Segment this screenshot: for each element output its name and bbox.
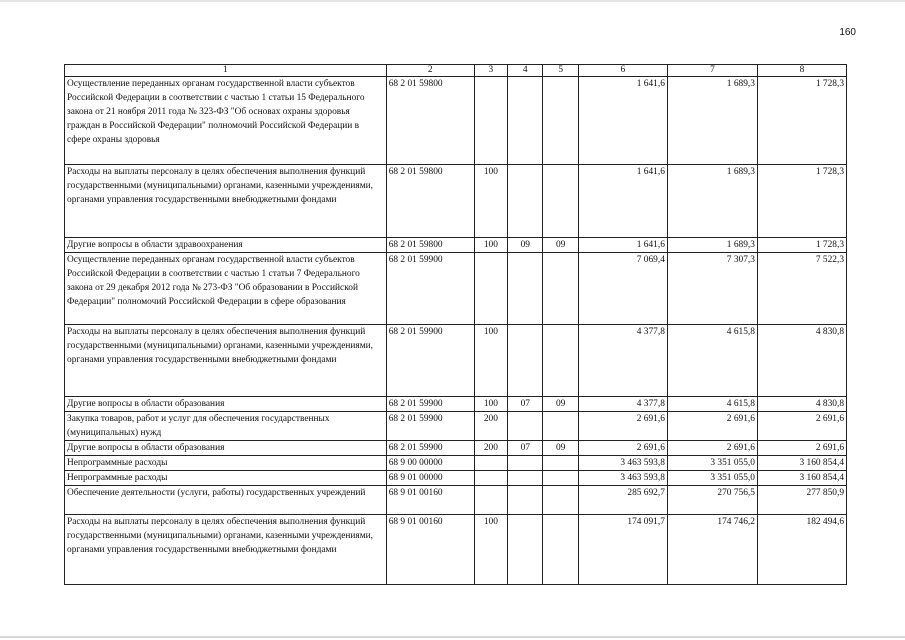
row-code: 68 2 01 59900 (386, 397, 474, 412)
scan-edge-top (0, 0, 905, 2)
row-year2: 270 756,5 (667, 486, 757, 515)
row-year2: 4 615,8 (667, 325, 757, 397)
row-year1: 174 091,7 (578, 515, 667, 585)
row-year3: 182 494,6 (757, 515, 846, 585)
row-rz (508, 253, 543, 325)
row-year2: 1 689,3 (667, 165, 757, 238)
row-year2: 2 691,6 (667, 441, 757, 456)
row-pr (543, 515, 578, 585)
budget-table (64, 64, 847, 585)
row-year3: 1 728,3 (757, 238, 846, 253)
row-year2: 174 746,2 (667, 515, 757, 585)
row-vr (474, 471, 507, 486)
scan-edge-bottom (0, 636, 905, 638)
row-pr (543, 253, 578, 325)
row-vr: 100 (474, 238, 507, 253)
row-rz (508, 456, 543, 471)
row-rz (508, 77, 543, 165)
row-year2: 7 307,3 (667, 253, 757, 325)
row-code: 68 2 01 59800 (386, 77, 474, 165)
header-col-2: 2 (386, 65, 474, 77)
row-pr (543, 486, 578, 515)
row-pr (543, 165, 578, 238)
table-row (65, 397, 847, 412)
row-vr: 200 (474, 412, 507, 441)
table-row (65, 325, 847, 397)
row-year3: 7 522,3 (757, 253, 846, 325)
row-vr (474, 77, 507, 165)
row-year1: 4 377,8 (578, 325, 667, 397)
row-rz (508, 471, 543, 486)
header-col-7: 7 (667, 65, 757, 77)
row-year2: 3 351 055,0 (667, 456, 757, 471)
row-pr (543, 471, 578, 486)
row-rz (508, 412, 543, 441)
header-col-3: 3 (474, 65, 507, 77)
row-pr (543, 456, 578, 471)
row-name: Расходы на выплаты персоналу в целях обеспечения выполнения функций государственными (муниципальными) органами, казенными учреждениями, органами управления государственными внебюджетными фондами (65, 515, 387, 585)
row-code: 68 2 01 59800 (386, 238, 474, 253)
row-year1: 7 069,4 (578, 253, 667, 325)
row-vr: 200 (474, 441, 507, 456)
row-vr: 100 (474, 325, 507, 397)
row-year3: 3 160 854,4 (757, 456, 846, 471)
table-row (65, 515, 847, 585)
row-code: 68 2 01 59900 (386, 253, 474, 325)
row-name: Расходы на выплаты персоналу в целях обеспечения выполнения функций государственными (муниципальными) органами, казенными учреждениями, органами управления государственными внебюджетными фондами (65, 165, 387, 238)
table-row (65, 165, 847, 238)
table-row (65, 253, 847, 325)
row-year2: 2 691,6 (667, 412, 757, 441)
table-row (65, 412, 847, 441)
row-year1: 1 641,6 (578, 77, 667, 165)
header-col-5: 5 (543, 65, 578, 77)
row-year2: 1 689,3 (667, 238, 757, 253)
row-vr: 100 (474, 165, 507, 238)
row-pr: 09 (543, 397, 578, 412)
row-name: Расходы на выплаты персоналу в целях обеспечения выполнения функций государственными (муниципальными) органами, казенными учреждениями, органами управления государственными внебюджетными фондами (65, 325, 387, 397)
row-name: Обеспечение деятельности (услуги, работы) государственных учреждений (65, 486, 387, 515)
row-rz (508, 515, 543, 585)
row-name: Другие вопросы в области здравоохранения (65, 238, 387, 253)
row-name: Осуществление переданных органам государственной власти субъектов Российской Федерации в соответствии с частью 1 статьи 15 Федерального закона от 21 ноября 2011 года № 323-ФЗ "Об основах охраны здоровья граждан в Российской Федерации" полномочий Российской Федерации в сфере охраны здоровья (65, 77, 387, 165)
table-row (65, 238, 847, 253)
row-pr: 09 (543, 441, 578, 456)
row-code: 68 9 01 00000 (386, 471, 474, 486)
row-rz (508, 325, 543, 397)
row-year1: 3 463 593,8 (578, 471, 667, 486)
row-year3: 4 830,8 (757, 325, 846, 397)
row-name: Непрограммные расходы (65, 456, 387, 471)
row-year2: 3 351 055,0 (667, 471, 757, 486)
header-row (65, 65, 847, 77)
row-pr (543, 325, 578, 397)
row-code: 68 9 00 00000 (386, 456, 474, 471)
row-name: Другие вопросы в области образования (65, 397, 387, 412)
row-year1: 4 377,8 (578, 397, 667, 412)
row-year2: 4 615,8 (667, 397, 757, 412)
row-year3: 2 691,6 (757, 412, 846, 441)
page-number: 160 (839, 27, 856, 38)
row-code: 68 2 01 59800 (386, 165, 474, 238)
row-year3: 1 728,3 (757, 165, 846, 238)
header-col-1: 1 (65, 65, 387, 77)
row-year3: 3 160 854,4 (757, 471, 846, 486)
row-year1: 285 692,7 (578, 486, 667, 515)
row-year3: 277 850,9 (757, 486, 846, 515)
table-row (65, 441, 847, 456)
row-year3: 4 830,8 (757, 397, 846, 412)
row-pr: 09 (543, 238, 578, 253)
row-pr (543, 412, 578, 441)
row-rz: 09 (508, 238, 543, 253)
row-rz (508, 165, 543, 238)
row-vr (474, 253, 507, 325)
row-code: 68 2 01 59900 (386, 441, 474, 456)
row-code: 68 9 01 00160 (386, 515, 474, 585)
row-rz: 07 (508, 441, 543, 456)
row-year1: 1 641,6 (578, 165, 667, 238)
row-name: Другие вопросы в области образования (65, 441, 387, 456)
row-name: Закупка товаров, работ и услуг для обеспечения государственных (муниципальных) нужд (65, 412, 387, 441)
table-row (65, 471, 847, 486)
row-vr: 100 (474, 397, 507, 412)
row-year2: 1 689,3 (667, 77, 757, 165)
row-rz: 07 (508, 397, 543, 412)
row-year1: 2 691,6 (578, 441, 667, 456)
row-code: 68 2 01 59900 (386, 325, 474, 397)
row-pr (543, 77, 578, 165)
row-year1: 3 463 593,8 (578, 456, 667, 471)
row-code: 68 9 01 00160 (386, 486, 474, 515)
header-col-6: 6 (578, 65, 667, 77)
row-year3: 1 728,3 (757, 77, 846, 165)
row-name: Непрограммные расходы (65, 471, 387, 486)
header-col-8: 8 (757, 65, 846, 77)
row-year1: 2 691,6 (578, 412, 667, 441)
row-vr (474, 456, 507, 471)
header-col-4: 4 (508, 65, 543, 77)
row-vr (474, 486, 507, 515)
row-rz (508, 486, 543, 515)
table-row (65, 486, 847, 515)
row-year1: 1 641,6 (578, 238, 667, 253)
table-row (65, 77, 847, 165)
table-row (65, 456, 847, 471)
row-year3: 2 691,6 (757, 441, 846, 456)
row-code: 68 2 01 59900 (386, 412, 474, 441)
row-name: Осуществление переданных органам государственной власти субъектов Российской Федерации в соответствии с частью 1 статьи 7 Федерального закона от 29 декабря 2012 года № 273-ФЗ "Об образовании в Российской Федерации" полномочий Российской Федерации в сфере образования (65, 253, 387, 325)
row-vr: 100 (474, 515, 507, 585)
